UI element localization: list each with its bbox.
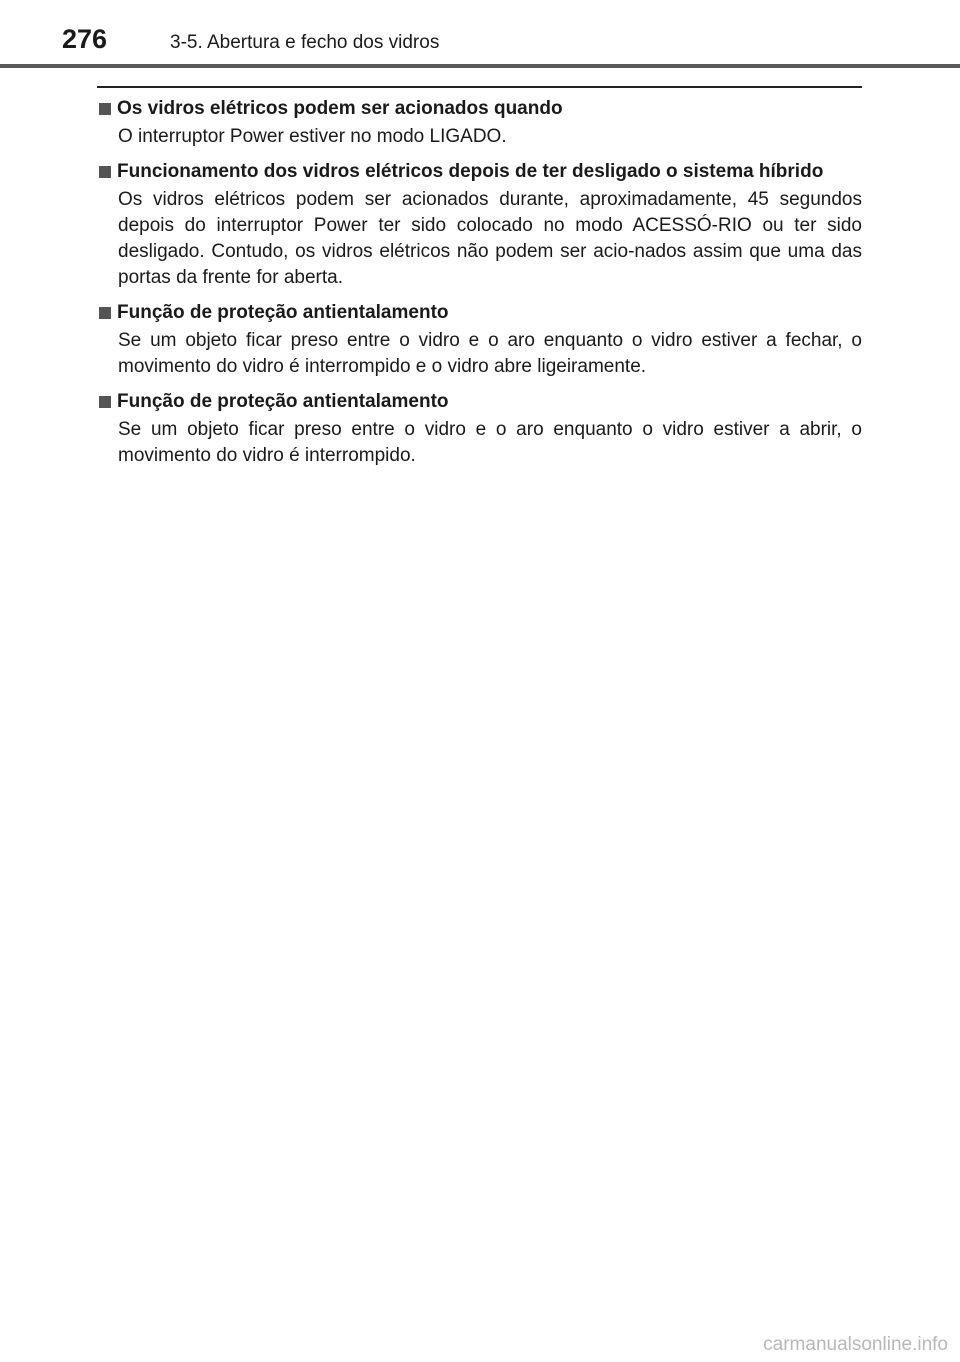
item-heading-text: Função de proteção antientalamento	[117, 391, 449, 412]
item-heading	[97, 389, 862, 415]
item-heading	[97, 159, 862, 185]
square-bullet-icon	[97, 103, 117, 115]
item-body: Se um objeto ficar preso entre o vidro e o aro enquanto o vidro estiver a abrir, o movimento do vidro é interrompido.	[118, 419, 862, 466]
list-item	[97, 300, 862, 380]
list-item	[97, 159, 862, 291]
square-bullet-icon	[97, 166, 117, 178]
content-area	[97, 96, 862, 478]
page-number: 276	[62, 24, 108, 54]
item-heading	[97, 96, 862, 122]
list-item	[97, 96, 862, 150]
item-body: Se um objeto ficar preso entre o vidro e o aro enquanto o vidro estiver a fechar, o movimento do vidro é interrompido e o vidro abre ligeiramente.	[118, 330, 862, 377]
item-body: O interruptor Power estiver no modo LIGADO.	[118, 126, 507, 147]
watermark: carmanualsonline.info	[763, 1334, 948, 1355]
section-title: 3-5. Abertura e fecho dos vidros	[170, 32, 440, 53]
item-body: Os vidros elétricos podem ser acionados durante, aproximadamente, 45 segundos depois do interruptor Power ter sido colocado no modo ACESSÓ-RIO ou ter sido desligado. Contudo, os vidros elétricos não podem ser acio-nados assim que uma das portas da frente for aberta.	[118, 189, 862, 288]
item-heading-text: Funcionamento dos vidros elétricos depois de ter desligado o sistema híbrido	[117, 161, 824, 182]
item-heading-text: Função de proteção antientalamento	[117, 302, 449, 323]
page-header	[0, 0, 960, 70]
header-divider	[0, 64, 960, 68]
list-item	[97, 389, 862, 469]
item-heading	[97, 300, 862, 326]
square-bullet-icon	[97, 307, 117, 319]
content-top-divider	[97, 86, 862, 88]
item-heading-text: Os vidros elétricos podem ser acionados quando	[117, 98, 563, 119]
square-bullet-icon	[97, 396, 117, 408]
